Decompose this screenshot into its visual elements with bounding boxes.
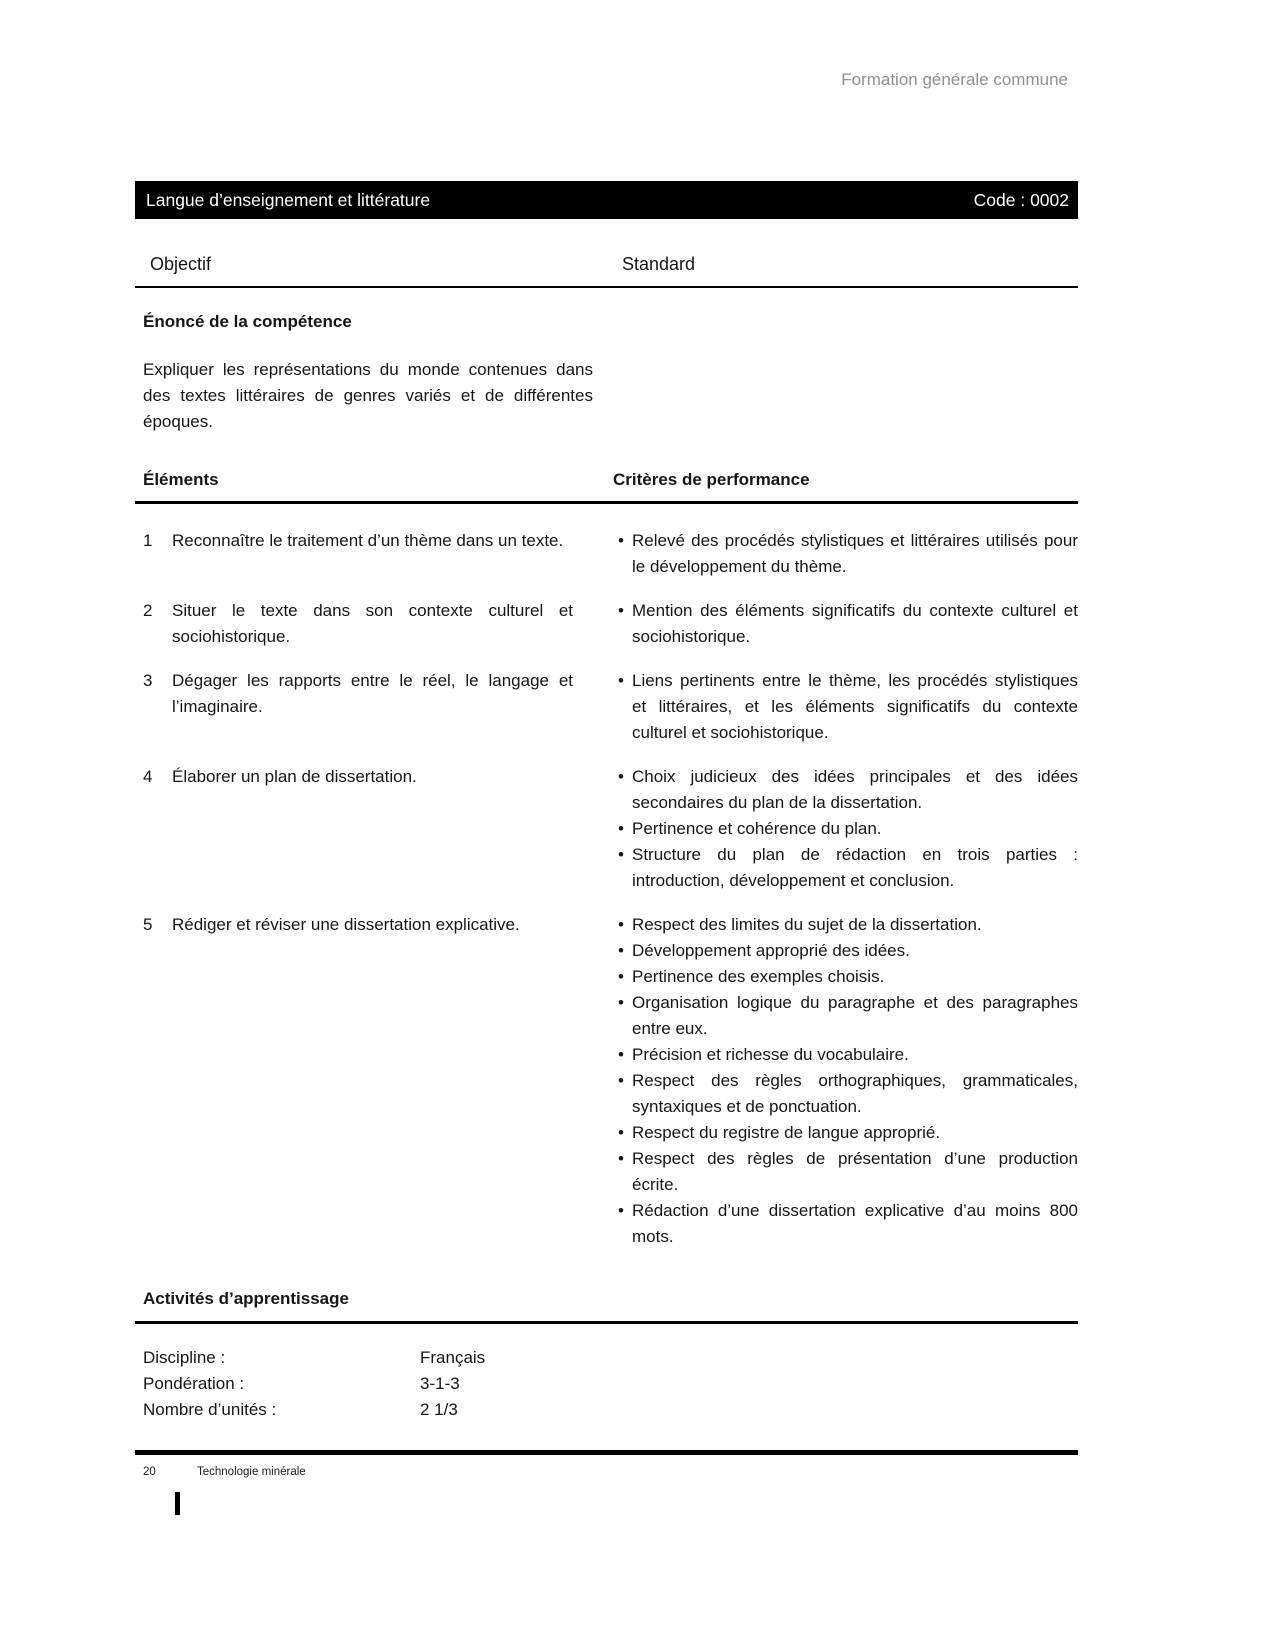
standard-header: Standard bbox=[622, 254, 696, 274]
bullet-icon: • bbox=[618, 601, 624, 620]
field-label: Nombre d’unités : bbox=[143, 1400, 277, 1419]
objectif-header: Objectif bbox=[150, 254, 212, 274]
bullet-icon: • bbox=[618, 671, 624, 690]
criterion-item bbox=[613, 1146, 1078, 1198]
bullet-icon: • bbox=[618, 941, 624, 960]
bullet-icon: • bbox=[618, 531, 624, 550]
element-cell bbox=[135, 764, 613, 894]
criterion-text: Pertinence des exemples choisis. bbox=[632, 967, 885, 986]
criterion-item bbox=[613, 912, 1078, 938]
criterion-item bbox=[613, 990, 1078, 1042]
criterion-text: Respect des règles orthographiques, grammaticales, syntaxiques et de ponctuation. bbox=[632, 1071, 1078, 1116]
field-value: 2 1/3 bbox=[420, 1400, 458, 1419]
criterion-item bbox=[613, 1198, 1078, 1250]
criterion-text: Précision et richesse du vocabulaire. bbox=[632, 1045, 909, 1064]
criterion-text: Liens pertinents entre le thème, les procédés stylistiques et littéraires, et les éléments significatifs du contexte culturel et sociohistorique. bbox=[632, 671, 1078, 742]
field-discipline bbox=[135, 1345, 1078, 1371]
page-number: 20 bbox=[143, 1466, 156, 1478]
criterion-text: Relevé des procédés stylistiques et littéraires utilisés pour le développement du thème. bbox=[632, 531, 1078, 576]
bullet-icon: • bbox=[618, 993, 624, 1012]
criterion-item bbox=[613, 528, 1078, 580]
criterion-item bbox=[613, 816, 1078, 842]
criterion-text: Rédaction d’une dissertation explicative d’au moins 800 mots. bbox=[632, 1201, 1078, 1246]
element-number: 5 bbox=[143, 915, 153, 934]
criterion-text: Respect des limites du sujet de la dissertation. bbox=[632, 915, 982, 934]
field-label: Discipline : bbox=[143, 1348, 226, 1367]
criteria-list bbox=[613, 528, 1078, 580]
criterion-item bbox=[613, 842, 1078, 894]
bullet-icon: • bbox=[618, 1123, 624, 1142]
criteria-list bbox=[613, 912, 1078, 1250]
table-row bbox=[135, 668, 1078, 746]
criterion-item bbox=[613, 1120, 1078, 1146]
bullet-icon: • bbox=[618, 1071, 624, 1090]
bullet-icon: • bbox=[618, 845, 624, 864]
element-number: 4 bbox=[143, 767, 153, 786]
field-value: 3-1-3 bbox=[420, 1374, 460, 1393]
element-text: Situer le texte dans son contexte culturel et sociohistorique. bbox=[172, 601, 573, 646]
criterion-text: Pertinence et cohérence du plan. bbox=[632, 819, 882, 838]
criterion-text: Structure du plan de rédaction en trois parties : introduction, développement et conclusion. bbox=[632, 845, 1078, 890]
criteria-list bbox=[613, 598, 1078, 650]
competence-heading: Énoncé de la compétence bbox=[143, 312, 352, 331]
criterion-item bbox=[613, 1068, 1078, 1120]
table-row bbox=[135, 912, 1078, 1250]
element-text: Rédiger et réviser une dissertation explicative. bbox=[172, 915, 520, 934]
table-row bbox=[135, 764, 1078, 894]
criterion-item bbox=[613, 764, 1078, 816]
field-value: Français bbox=[420, 1348, 486, 1367]
criterion-item bbox=[613, 938, 1078, 964]
bullet-icon: • bbox=[618, 915, 624, 934]
course-title-bar bbox=[135, 181, 1078, 219]
element-number: 1 bbox=[143, 531, 153, 550]
table-rows bbox=[135, 528, 1078, 1250]
page-footer bbox=[143, 1465, 306, 1480]
element-text: Élaborer un plan de dissertation. bbox=[172, 767, 417, 786]
page-content bbox=[135, 181, 1078, 1423]
criteres-header: Critères de performance bbox=[613, 470, 810, 489]
table-row bbox=[135, 528, 1078, 580]
criterion-text: Choix judicieux des idées principales et des idées secondaires du plan de la dissertation. bbox=[632, 767, 1078, 812]
element-cell bbox=[135, 912, 613, 1250]
element-text: Dégager les rapports entre le réel, le langage et l’imaginaire. bbox=[172, 671, 573, 716]
table-row bbox=[135, 598, 1078, 650]
bullet-icon: • bbox=[618, 1201, 624, 1220]
table-headers bbox=[135, 467, 1078, 504]
elements-header: Éléments bbox=[143, 470, 219, 489]
activities-heading: Activités d’apprentissage bbox=[135, 1286, 1078, 1324]
criterion-text: Respect des règles de présentation d’une production écrite. bbox=[632, 1149, 1078, 1194]
field-ponderation bbox=[135, 1371, 1078, 1397]
footer-divider bbox=[135, 1450, 1078, 1455]
bullet-icon: • bbox=[618, 819, 624, 838]
bullet-icon: • bbox=[618, 1045, 624, 1064]
criterion-text: Organisation logique du paragraphe et des paragraphes entre eux. bbox=[632, 993, 1078, 1038]
criterion-text: Mention des éléments significatifs du contexte culturel et sociohistorique. bbox=[632, 601, 1078, 646]
bullet-icon: • bbox=[618, 967, 624, 986]
element-cell bbox=[135, 668, 613, 746]
registration-tick-mark bbox=[175, 1492, 180, 1515]
criterion-text: Respect du registre de langue approprié. bbox=[632, 1123, 941, 1142]
criteria-list bbox=[613, 764, 1078, 894]
criterion-item bbox=[613, 668, 1078, 746]
element-cell bbox=[135, 598, 613, 650]
course-code: Code : 0002 bbox=[973, 190, 1069, 210]
activities-fields bbox=[135, 1345, 1078, 1423]
criteria-list bbox=[613, 668, 1078, 746]
field-nombre-unites bbox=[135, 1397, 1078, 1423]
objectif-standard-headers bbox=[135, 251, 1078, 288]
bullet-icon: • bbox=[618, 1149, 624, 1168]
element-number: 3 bbox=[143, 671, 153, 690]
element-number: 2 bbox=[143, 601, 153, 620]
field-label: Pondération : bbox=[143, 1374, 245, 1393]
element-cell bbox=[135, 528, 613, 580]
bullet-icon: • bbox=[618, 767, 624, 786]
criterion-text: Développement approprié des idées. bbox=[632, 941, 910, 960]
course-title: Langue d’enseignement et littérature bbox=[146, 190, 431, 210]
running-header: Formation générale commune bbox=[841, 70, 1068, 89]
competence-body: Expliquer les représentations du monde contenues dans des textes littéraires de genres variés et de différentes époques. bbox=[143, 360, 593, 431]
element-text: Reconnaître le traitement d’un thème dans un texte. bbox=[172, 531, 564, 550]
criterion-item bbox=[613, 964, 1078, 990]
criterion-item bbox=[613, 1042, 1078, 1068]
footer-doc-title: Technologie minérale bbox=[197, 1466, 306, 1478]
criterion-item bbox=[613, 598, 1078, 650]
